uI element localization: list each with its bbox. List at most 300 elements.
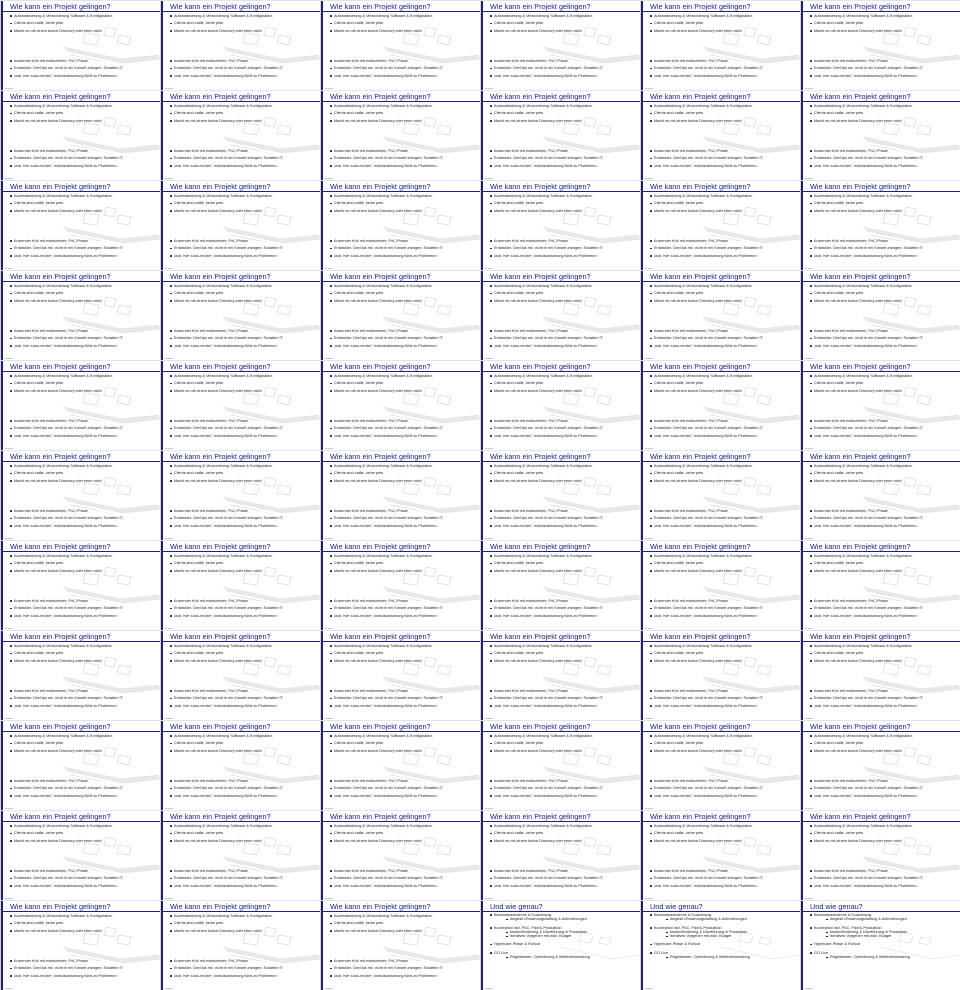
- slide-thumbnail[interactable]: [160, 360, 320, 450]
- bullet-item: Entwickler, DevOps etc. nicht in ein Korsett zwingen; Schatten IT: [330, 606, 476, 610]
- sub-bullet-item: Implementierung & Überführung in Produktion: [810, 930, 956, 934]
- title-divider: [1, 911, 160, 912]
- title-divider: [161, 461, 320, 462]
- slide-thumbnail[interactable]: [640, 270, 800, 360]
- footer-mark: [325, 268, 333, 269]
- bullet-item: Konzeption inkl. PoC, Pilot & Produktion: [810, 926, 956, 930]
- slide-title: Wie kann ein Projekt gelingen?: [650, 542, 751, 551]
- slide-thumbnail[interactable]: [800, 90, 960, 180]
- slide-thumbnail[interactable]: [160, 540, 320, 630]
- slide-thumbnail[interactable]: [640, 90, 800, 180]
- slide-title: Wie kann ein Projekt gelingen?: [650, 2, 751, 11]
- slide-title: Wie kann ein Projekt gelingen?: [490, 452, 591, 461]
- slide-thumbnail[interactable]: [320, 720, 480, 810]
- bullet-item: Automatisierung & Versionierung Software & Konfiguration: [650, 194, 796, 198]
- slide-title: Wie kann ein Projekt gelingen?: [170, 902, 271, 911]
- slide-accent-bar: [321, 631, 323, 720]
- bullet-item: Hypercare-Phase & Rollout: [650, 942, 796, 946]
- slide-title: Wie kann ein Projekt gelingen?: [170, 92, 271, 101]
- title-divider: [801, 371, 960, 372]
- bullet-item: Automatisierung & Versionierung Software & Konfiguration: [170, 824, 316, 828]
- slide-thumbnail[interactable]: [160, 810, 320, 900]
- slide-thumbnail[interactable]: [480, 540, 640, 630]
- slide-thumbnail[interactable]: [320, 540, 480, 630]
- footer-mark: [485, 898, 493, 899]
- slide-accent-bar: [1, 361, 3, 450]
- bullet-item: Automatisierung & Versionierung Software & Konfiguration: [650, 104, 796, 108]
- slide-accent-bar: [801, 181, 803, 270]
- bullet-item: Clients sind cattle, keine pets: [650, 201, 796, 205]
- slide-thumbnail[interactable]: [800, 270, 960, 360]
- slide-thumbnail[interactable]: [640, 900, 800, 990]
- bullet-item: Automatisierung & Versionierung Software & Konfiguration: [10, 644, 156, 648]
- slide-title: Wie kann ein Projekt gelingen?: [810, 92, 911, 101]
- footer-mark: [485, 808, 493, 809]
- bullet-item: „klar, hier sudo-rechte“; Individualisierung führt zu Problemen: [650, 344, 796, 348]
- bullet-item: Macht es mit einem Active Directory oder eben nicht: [330, 479, 476, 483]
- bullet-item: Entwickler, DevOps etc. nicht in ein Korsett zwingen; Schatten IT: [10, 336, 156, 340]
- slide-thumbnail[interactable]: [480, 90, 640, 180]
- bullet-item: Anwender früh mit einbeziehen; PoC-Phase: [330, 329, 476, 333]
- bullet-item: Clients sind cattle, keine pets: [330, 831, 476, 835]
- slide-thumbnail[interactable]: [480, 360, 640, 450]
- bullet-item: Macht es mit einem Active Directory oder eben nicht: [330, 299, 476, 303]
- slide-title: Wie kann ein Projekt gelingen?: [810, 182, 911, 191]
- slide-title: Wie kann ein Projekt gelingen?: [490, 92, 591, 101]
- slide-accent-bar: [161, 631, 163, 720]
- slide-accent-bar: [481, 541, 483, 630]
- bullet-item: „klar, hier sudo-rechte“; Individualisierung führt zu Problemen: [170, 974, 316, 978]
- slide-thumbnail[interactable]: [0, 810, 160, 900]
- bullet-item: Clients sind cattle, keine pets: [10, 291, 156, 295]
- footer-mark: [645, 88, 653, 89]
- slide-accent-bar: [1, 901, 3, 990]
- slide-thumbnail[interactable]: [160, 900, 320, 990]
- bullet-item: Automatisierung & Versionierung Software & Konfiguration: [330, 284, 476, 288]
- slide-thumbnail[interactable]: [640, 360, 800, 450]
- footer-mark: [805, 448, 813, 449]
- bullet-item: „klar, hier sudo-rechte“; Individualisierung führt zu Problemen: [330, 614, 476, 618]
- footer-mark: [5, 88, 13, 89]
- slide-accent-bar: [641, 631, 643, 720]
- slide-accent-bar: [481, 91, 483, 180]
- bullet-item: „klar, hier sudo-rechte“; Individualisierung führt zu Problemen: [650, 254, 796, 258]
- footer-mark: [165, 718, 173, 719]
- sub-bullet-item: Abgleich Erwartungshaltung & Anforderungen: [490, 917, 636, 921]
- bullet-item: Anwender früh mit einbeziehen; PoC-Phase: [650, 779, 796, 783]
- bullet-list-bottom: [330, 59, 476, 81]
- bullet-item: Anwender früh mit einbeziehen; PoC-Phase: [650, 329, 796, 333]
- footer-mark: [165, 88, 173, 89]
- title-divider: [641, 101, 800, 102]
- slide-thumbnail[interactable]: [320, 180, 480, 270]
- slide-thumbnail[interactable]: [640, 180, 800, 270]
- bullet-item: Anwender früh mit einbeziehen; PoC-Phase: [490, 419, 636, 423]
- slide-thumbnail[interactable]: [0, 0, 160, 90]
- slide-thumbnail[interactable]: [160, 180, 320, 270]
- slide-title: Wie kann ein Projekt gelingen?: [170, 182, 271, 191]
- slide-title: Wie kann ein Projekt gelingen?: [330, 902, 431, 911]
- bullet-list-bottom: [650, 149, 796, 171]
- bullet-item: Clients sind cattle, keine pets: [10, 21, 156, 25]
- footer-mark: [645, 268, 653, 269]
- slide-thumbnail[interactable]: [480, 630, 640, 720]
- bullet-item: Entwickler, DevOps etc. nicht in ein Korsett zwingen; Schatten IT: [810, 786, 956, 790]
- bullet-item: Macht es mit einem Active Directory oder eben nicht: [10, 839, 156, 843]
- bullet-item: Macht es mit einem Active Directory oder eben nicht: [330, 119, 476, 123]
- bullet-item: Anwender früh mit einbeziehen; PoC-Phase: [10, 599, 156, 603]
- bullet-item: Entwickler, DevOps etc. nicht in ein Korsett zwingen; Schatten IT: [330, 786, 476, 790]
- slide-title: Wie kann ein Projekt gelingen?: [10, 812, 111, 821]
- bullet-item: Macht es mit einem Active Directory oder eben nicht: [330, 929, 476, 933]
- bullet-item: „klar, hier sudo-rechte“; Individualisierung führt zu Problemen: [810, 794, 956, 798]
- bullet-item: Automatisierung & Versionierung Software & Konfiguration: [170, 644, 316, 648]
- slide-thumbnail[interactable]: [800, 450, 960, 540]
- slide-thumbnail[interactable]: [0, 360, 160, 450]
- bullet-item: „klar, hier sudo-rechte“; Individualisierung führt zu Problemen: [170, 524, 316, 528]
- slide-title: Wie kann ein Projekt gelingen?: [170, 722, 271, 731]
- bullet-item: Entwickler, DevOps etc. nicht in ein Korsett zwingen; Schatten IT: [170, 606, 316, 610]
- slide-title: Wie kann ein Projekt gelingen?: [330, 722, 431, 731]
- bullet-item: Anwender früh mit einbeziehen; PoC-Phase: [10, 59, 156, 63]
- slide-thumbnail[interactable]: [160, 0, 320, 90]
- bullet-item: Macht es mit einem Active Directory oder eben nicht: [810, 569, 956, 573]
- slide-thumbnail[interactable]: [320, 0, 480, 90]
- bullet-list-bottom: [490, 779, 636, 801]
- slide-title: Wie kann ein Projekt gelingen?: [490, 722, 591, 731]
- slide-title: Wie kann ein Projekt gelingen?: [10, 182, 111, 191]
- slide-accent-bar: [801, 541, 803, 630]
- slide-thumbnail[interactable]: [640, 630, 800, 720]
- title-divider: [161, 911, 320, 912]
- slide-thumbnail[interactable]: [480, 270, 640, 360]
- bullet-item: „klar, hier sudo-rechte“; Individualisierung führt zu Problemen: [170, 614, 316, 618]
- bullet-list-bottom: [490, 239, 636, 261]
- bullet-item: Automatisierung & Versionierung Software & Konfiguration: [650, 14, 796, 18]
- bullet-item: Macht es mit einem Active Directory oder eben nicht: [10, 299, 156, 303]
- slide-accent-bar: [321, 541, 323, 630]
- bullet-item: Anwender früh mit einbeziehen; PoC-Phase: [10, 959, 156, 963]
- slide-title: Wie kann ein Projekt gelingen?: [810, 632, 911, 641]
- bullet-list-bottom: [810, 869, 956, 891]
- slide-accent-bar: [321, 271, 323, 360]
- slide-accent-bar: [481, 1, 483, 90]
- bullet-item: „klar, hier sudo-rechte“; Individualisierung führt zu Problemen: [10, 974, 156, 978]
- slide-thumbnail[interactable]: [800, 0, 960, 90]
- bullet-item: Macht es mit einem Active Directory oder eben nicht: [490, 29, 636, 33]
- bullet-list-bottom: [650, 689, 796, 711]
- slide-thumbnail[interactable]: [640, 720, 800, 810]
- bullet-item: Anwender früh mit einbeziehen; PoC-Phase: [330, 419, 476, 423]
- bullet-item: Entwickler, DevOps etc. nicht in ein Korsett zwingen; Schatten IT: [10, 966, 156, 970]
- slide-thumbnail[interactable]: [800, 810, 960, 900]
- slide-thumbnail[interactable]: [0, 720, 160, 810]
- footer-mark: [805, 628, 813, 629]
- bullet-item: Clients sind cattle, keine pets: [170, 111, 316, 115]
- title-divider: [481, 641, 640, 642]
- slide-title: Wie kann ein Projekt gelingen?: [10, 362, 111, 371]
- bullet-item: GO Live: [810, 951, 956, 955]
- bullet-item: Clients sind cattle, keine pets: [810, 381, 956, 385]
- bullet-item: Macht es mit einem Active Directory oder eben nicht: [490, 479, 636, 483]
- slide-thumbnail[interactable]: [320, 810, 480, 900]
- bullet-item: Macht es mit einem Active Directory oder eben nicht: [810, 839, 956, 843]
- bullet-list-bottom: [810, 329, 956, 351]
- footer-mark: [645, 628, 653, 629]
- slide-accent-bar: [161, 901, 163, 990]
- slide-accent-bar: [801, 451, 803, 540]
- bullet-item: Automatisierung & Versionierung Software & Konfiguration: [650, 554, 796, 558]
- slide-thumbnail[interactable]: [480, 810, 640, 900]
- bullet-item: Anwender früh mit einbeziehen; PoC-Phase: [10, 689, 156, 693]
- slide-thumbnail[interactable]: [0, 270, 160, 360]
- slide-thumbnail[interactable]: [800, 900, 960, 990]
- bullet-item: Automatisierung & Versionierung Software & Konfiguration: [10, 914, 156, 918]
- title-divider: [321, 821, 480, 822]
- footer-mark: [165, 448, 173, 449]
- slide-thumbnail[interactable]: [640, 450, 800, 540]
- slide-thumbnail[interactable]: [0, 540, 160, 630]
- bullet-item: Clients sind cattle, keine pets: [10, 921, 156, 925]
- bullet-item: „klar, hier sudo-rechte“; Individualisierung führt zu Problemen: [810, 434, 956, 438]
- bullet-item: Clients sind cattle, keine pets: [330, 921, 476, 925]
- slide-accent-bar: [161, 541, 163, 630]
- bullet-item: Clients sind cattle, keine pets: [650, 831, 796, 835]
- bullet-list-bottom: [650, 599, 796, 621]
- slide-thumbnail[interactable]: [800, 360, 960, 450]
- slide-accent-bar: [1, 1, 3, 90]
- bullet-item: Macht es mit einem Active Directory oder eben nicht: [810, 389, 956, 393]
- bullet-item: Anwender früh mit einbeziehen; PoC-Phase: [170, 149, 316, 153]
- slide-accent-bar: [1, 811, 3, 900]
- bullet-item: „klar, hier sudo-rechte“; Individualisierung führt zu Problemen: [170, 164, 316, 168]
- slide-thumbnail[interactable]: [160, 450, 320, 540]
- bullet-item: „klar, hier sudo-rechte“; Individualisierung führt zu Problemen: [810, 704, 956, 708]
- bullet-item: Entwickler, DevOps etc. nicht in ein Korsett zwingen; Schatten IT: [650, 426, 796, 430]
- bullet-item: Clients sind cattle, keine pets: [330, 111, 476, 115]
- bullet-list-bottom: [490, 689, 636, 711]
- slide-thumbnail[interactable]: [320, 900, 480, 990]
- bullet-item: Automatisierung & Versionierung Software & Konfiguration: [170, 194, 316, 198]
- bullet-item: Macht es mit einem Active Directory oder eben nicht: [490, 659, 636, 663]
- slide-thumbnail[interactable]: [800, 540, 960, 630]
- slide-thumbnail[interactable]: [800, 720, 960, 810]
- bullet-item: Entwickler, DevOps etc. nicht in ein Korsett zwingen; Schatten IT: [810, 516, 956, 520]
- bullet-list-bottom: [650, 59, 796, 81]
- title-divider: [801, 911, 960, 912]
- slide-thumbnail[interactable]: [640, 540, 800, 630]
- bullet-item: „klar, hier sudo-rechte“; Individualisierung führt zu Problemen: [810, 344, 956, 348]
- slide-accent-bar: [801, 91, 803, 180]
- bullet-item: Macht es mit einem Active Directory oder eben nicht: [810, 299, 956, 303]
- bullet-item: Entwickler, DevOps etc. nicht in ein Korsett zwingen; Schatten IT: [650, 786, 796, 790]
- slide-title: Wie kann ein Projekt gelingen?: [10, 632, 111, 641]
- bullet-item: Entwickler, DevOps etc. nicht in ein Korsett zwingen; Schatten IT: [490, 696, 636, 700]
- slide-accent-bar: [641, 271, 643, 360]
- slide-title: Wie kann ein Projekt gelingen?: [170, 632, 271, 641]
- bullet-item: Macht es mit einem Active Directory oder eben nicht: [490, 569, 636, 573]
- slide-title: Und wie genau?: [490, 902, 543, 911]
- slide-thumbnail[interactable]: [800, 180, 960, 270]
- bullet-list-bottom: [170, 419, 316, 441]
- footer-mark: [325, 178, 333, 179]
- slide-accent-bar: [321, 91, 323, 180]
- footer-mark: [5, 898, 13, 899]
- bullet-item: Anwender früh mit einbeziehen; PoC-Phase: [170, 689, 316, 693]
- footer-mark: [325, 988, 333, 989]
- bullet-item: Entwickler, DevOps etc. nicht in ein Korsett zwingen; Schatten IT: [490, 606, 636, 610]
- bullet-item: Entwickler, DevOps etc. nicht in ein Korsett zwingen; Schatten IT: [810, 606, 956, 610]
- slide-thumbnail[interactable]: [0, 450, 160, 540]
- bullet-item: Anwender früh mit einbeziehen; PoC-Phase: [810, 329, 956, 333]
- bullet-item: Bestandsaufnahme & Evaluierung: [810, 913, 956, 917]
- bullet-item: „klar, hier sudo-rechte“; Individualisierung führt zu Problemen: [810, 164, 956, 168]
- bullet-item: Clients sind cattle, keine pets: [810, 111, 956, 115]
- slide-accent-bar: [481, 811, 483, 900]
- bullet-item: Macht es mit einem Active Directory oder eben nicht: [10, 29, 156, 33]
- bullet-item: Entwickler, DevOps etc. nicht in ein Korsett zwingen; Schatten IT: [650, 336, 796, 340]
- title-divider: [161, 821, 320, 822]
- slide-thumbnail[interactable]: [160, 270, 320, 360]
- bullet-list-bottom: [170, 509, 316, 531]
- sub-bullet-item: Regelbetrieb, Optimierung & Weiterentwicklung: [490, 955, 636, 959]
- bullet-item: Macht es mit einem Active Directory oder eben nicht: [330, 29, 476, 33]
- slide-thumbnail[interactable]: [0, 630, 160, 720]
- process-list: [650, 913, 796, 959]
- slide-accent-bar: [321, 451, 323, 540]
- bullet-item: Macht es mit einem Active Directory oder eben nicht: [170, 479, 316, 483]
- bullet-list-bottom: [810, 779, 956, 801]
- bullet-item: Clients sind cattle, keine pets: [490, 201, 636, 205]
- slide-thumbnail[interactable]: [320, 360, 480, 450]
- slide-thumbnail[interactable]: [480, 720, 640, 810]
- bullet-item: Anwender früh mit einbeziehen; PoC-Phase: [170, 509, 316, 513]
- slide-thumbnail[interactable]: [320, 90, 480, 180]
- sub-bullet-item: Iteratives Vorgehen mit max. Budget: [650, 934, 796, 938]
- title-divider: [641, 11, 800, 12]
- footer-mark: [5, 808, 13, 809]
- title-divider: [641, 821, 800, 822]
- bullet-item: Entwickler, DevOps etc. nicht in ein Korsett zwingen; Schatten IT: [330, 426, 476, 430]
- slide-thumbnail[interactable]: [480, 900, 640, 990]
- footer-mark: [5, 268, 13, 269]
- slide-thumbnail[interactable]: [480, 180, 640, 270]
- slide-thumbnail[interactable]: [320, 450, 480, 540]
- slide-thumbnail[interactable]: [320, 630, 480, 720]
- bullet-list-bottom: [490, 509, 636, 531]
- footer-mark: [645, 538, 653, 539]
- bullet-item: Automatisierung & Versionierung Software & Konfiguration: [10, 464, 156, 468]
- slide-title: Wie kann ein Projekt gelingen?: [170, 272, 271, 281]
- bullet-item: „klar, hier sudo-rechte“; Individualisierung führt zu Problemen: [330, 524, 476, 528]
- bullet-item: Entwickler, DevOps etc. nicht in ein Korsett zwingen; Schatten IT: [810, 156, 956, 160]
- bullet-item: Automatisierung & Versionierung Software & Konfiguration: [10, 14, 156, 18]
- slide-thumbnail[interactable]: [480, 0, 640, 90]
- slide-thumbnail[interactable]: [640, 810, 800, 900]
- bullet-item: Automatisierung & Versionierung Software & Konfiguration: [810, 104, 956, 108]
- bullet-item: Automatisierung & Versionierung Software & Konfiguration: [490, 284, 636, 288]
- slide-accent-bar: [161, 811, 163, 900]
- bullet-item: Entwickler, DevOps etc. nicht in ein Korsett zwingen; Schatten IT: [650, 516, 796, 520]
- bullet-item: Automatisierung & Versionierung Software & Konfiguration: [170, 554, 316, 558]
- bullet-item: Clients sind cattle, keine pets: [490, 741, 636, 745]
- bullet-item: Automatisierung & Versionierung Software & Konfiguration: [330, 14, 476, 18]
- footer-mark: [485, 628, 493, 629]
- slide-title: Wie kann ein Projekt gelingen?: [490, 542, 591, 551]
- title-divider: [321, 731, 480, 732]
- slide-title: Wie kann ein Projekt gelingen?: [490, 182, 591, 191]
- bullet-item: „klar, hier sudo-rechte“; Individualisierung führt zu Problemen: [490, 884, 636, 888]
- slide-thumbnail[interactable]: [0, 90, 160, 180]
- slide-thumbnail[interactable]: [160, 720, 320, 810]
- bullet-item: Automatisierung & Versionierung Software & Konfiguration: [170, 374, 316, 378]
- bullet-item: Macht es mit einem Active Directory oder eben nicht: [490, 839, 636, 843]
- bullet-item: Anwender früh mit einbeziehen; PoC-Phase: [810, 419, 956, 423]
- slide-thumbnail[interactable]: [800, 630, 960, 720]
- footer-mark: [165, 178, 173, 179]
- slide-thumbnail[interactable]: [160, 90, 320, 180]
- bullet-item: Anwender früh mit einbeziehen; PoC-Phase: [330, 779, 476, 783]
- bullet-item: Entwickler, DevOps etc. nicht in ein Korsett zwingen; Schatten IT: [170, 696, 316, 700]
- bullet-item: GO Live: [490, 951, 636, 955]
- bullet-item: Anwender früh mit einbeziehen; PoC-Phase: [810, 689, 956, 693]
- slide-thumbnail[interactable]: [640, 0, 800, 90]
- slide-thumbnail[interactable]: [0, 900, 160, 990]
- bullet-item: Anwender früh mit einbeziehen; PoC-Phase: [170, 959, 316, 963]
- slide-thumbnail[interactable]: [0, 180, 160, 270]
- slide-accent-bar: [161, 361, 163, 450]
- bullet-item: Macht es mit einem Active Directory oder eben nicht: [490, 389, 636, 393]
- bullet-item: „klar, hier sudo-rechte“; Individualisierung führt zu Problemen: [330, 254, 476, 258]
- bullet-item: Anwender früh mit einbeziehen; PoC-Phase: [330, 689, 476, 693]
- slide-title: Wie kann ein Projekt gelingen?: [330, 182, 431, 191]
- footer-mark: [805, 538, 813, 539]
- footer-mark: [645, 178, 653, 179]
- slide-title: Wie kann ein Projekt gelingen?: [170, 362, 271, 371]
- sub-bullet-item: Regelbetrieb, Optimierung & Weiterentwicklung: [810, 955, 956, 959]
- bullet-list-bottom: [170, 869, 316, 891]
- bullet-item: „klar, hier sudo-rechte“; Individualisierung führt zu Problemen: [10, 794, 156, 798]
- bullet-item: Macht es mit einem Active Directory oder eben nicht: [330, 569, 476, 573]
- bullet-item: Automatisierung & Versionierung Software & Konfiguration: [810, 14, 956, 18]
- bullet-item: Macht es mit einem Active Directory oder eben nicht: [170, 389, 316, 393]
- slide-title: Wie kann ein Projekt gelingen?: [10, 722, 111, 731]
- slide-thumbnail[interactable]: [480, 450, 640, 540]
- slide-title: Wie kann ein Projekt gelingen?: [10, 92, 111, 101]
- bullet-item: Anwender früh mit einbeziehen; PoC-Phase: [10, 779, 156, 783]
- slide-thumbnail[interactable]: [160, 630, 320, 720]
- bullet-item: Clients sind cattle, keine pets: [650, 651, 796, 655]
- slide-title: Wie kann ein Projekt gelingen?: [650, 632, 751, 641]
- bullet-item: „klar, hier sudo-rechte“; Individualisierung führt zu Problemen: [490, 344, 636, 348]
- slide-title: Wie kann ein Projekt gelingen?: [10, 452, 111, 461]
- footer-mark: [165, 808, 173, 809]
- bullet-item: Clients sind cattle, keine pets: [810, 561, 956, 565]
- slide-accent-bar: [481, 631, 483, 720]
- title-divider: [481, 911, 640, 912]
- footer-mark: [165, 268, 173, 269]
- bullet-item: Anwender früh mit einbeziehen; PoC-Phase: [810, 779, 956, 783]
- bullet-list-bottom: [330, 689, 476, 711]
- bullet-item: Automatisierung & Versionierung Software & Konfiguration: [170, 284, 316, 288]
- slide-accent-bar: [321, 181, 323, 270]
- bullet-item: Clients sind cattle, keine pets: [330, 471, 476, 475]
- bullet-item: „klar, hier sudo-rechte“; Individualisierung führt zu Problemen: [10, 254, 156, 258]
- slide-title: Wie kann ein Projekt gelingen?: [330, 92, 431, 101]
- slide-thumbnail[interactable]: [320, 270, 480, 360]
- bullet-item: Entwickler, DevOps etc. nicht in ein Korsett zwingen; Schatten IT: [490, 426, 636, 430]
- footer-mark: [645, 808, 653, 809]
